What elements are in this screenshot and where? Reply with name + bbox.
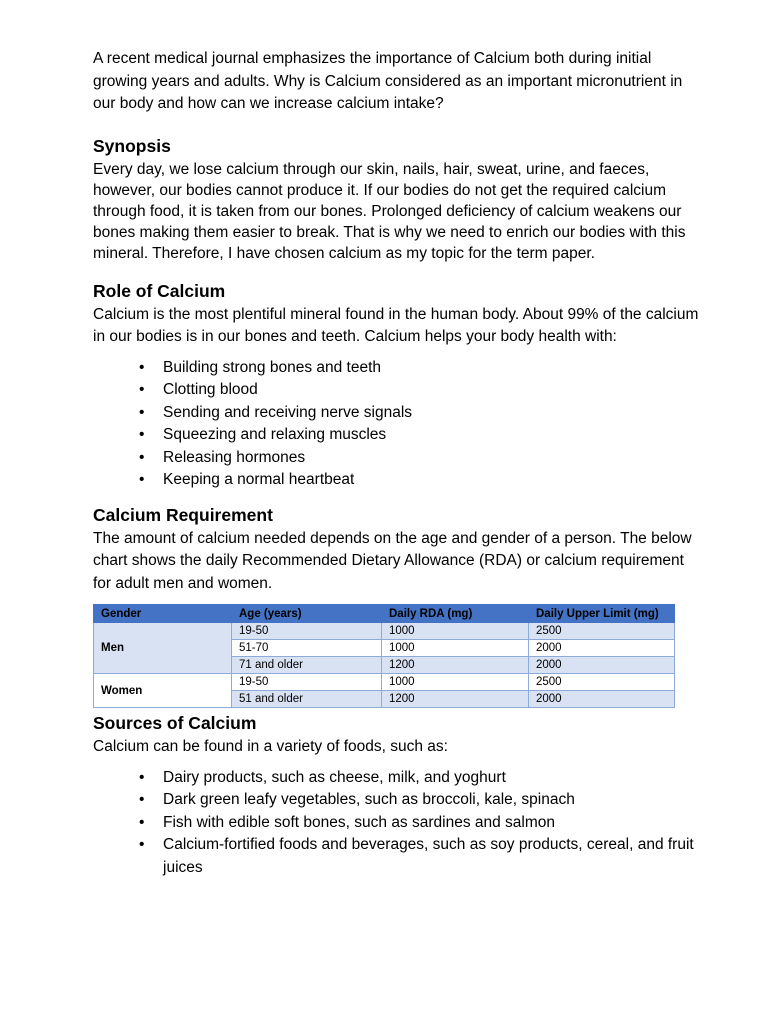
- bullet-icon: •: [139, 768, 145, 786]
- table-row: 51-70 1000 2000: [94, 640, 675, 657]
- role-paragraph: Calcium is the most plentiful mineral found in the human body. About 99% of the calcium in our bodies is in our bones and teeth. Calcium helps your body health with:: [93, 305, 699, 345]
- sources-paragraph: Calcium can be found in a variety of foods, such as:: [93, 738, 448, 755]
- bullet-icon: •: [139, 836, 145, 853]
- bullet-icon: •: [139, 791, 145, 808]
- group-women: Women: [94, 674, 232, 708]
- document-page: [93, 48, 699, 879]
- list-item: • Releasing hormones: [93, 447, 699, 470]
- bullet-icon: •: [139, 471, 145, 488]
- table-row: Men 19-50 1000 2500: [94, 623, 675, 640]
- table-row: Women 19-50 1000 2500: [94, 674, 675, 691]
- role-list: [93, 357, 699, 492]
- list-item: • Sending and receiving nerve signals: [93, 402, 699, 425]
- bullet-icon: •: [139, 813, 145, 831]
- header-upper-limit: Daily Upper Limit (mg): [529, 605, 675, 623]
- list-item: • Keeping a normal heartbeat: [93, 469, 699, 492]
- role-heading: Role of Calcium: [93, 280, 226, 301]
- requirement-paragraph: The amount of calcium needed depends on the age and gender of a person. The below chart shows the daily Recommended Dietary Allowance (RDA) or calcium requirement for adult men and women.: [93, 529, 692, 592]
- list-item: • Squeezing and relaxing muscles: [93, 424, 699, 447]
- list-item: • Dairy products, such as cheese, milk, and yoghurt: [93, 767, 699, 790]
- calcium-rda-table: [93, 604, 675, 708]
- list-item: • Fish with edible soft bones, such as sardines and salmon: [93, 812, 699, 835]
- header-rda: Daily RDA (mg): [382, 605, 529, 623]
- list-item: • Dark green leafy vegetables, such as broccoli, kale, spinach: [93, 789, 699, 812]
- bullet-icon: •: [139, 358, 145, 376]
- list-item: • Building strong bones and teeth: [93, 357, 699, 380]
- sources-heading: Sources of Calcium: [93, 713, 257, 733]
- list-item: • Clotting blood: [93, 379, 699, 402]
- bullet-icon: •: [139, 448, 145, 466]
- table-row: 51 and older 1200 2000: [94, 691, 675, 708]
- requirement-heading: Calcium Requirement: [93, 504, 273, 525]
- bullet-icon: •: [139, 403, 145, 421]
- sources-list: [93, 767, 699, 880]
- intro-paragraph: A recent medical journal emphasizes the importance of Calcium both during initial growing years and adults. Why is Calcium considered as an important micronutrient in our body and how can we increase calcium intake?: [93, 50, 683, 112]
- header-gender: Gender: [94, 605, 232, 623]
- group-men: Men: [94, 623, 232, 674]
- synopsis-paragraph: Every day, we lose calcium through our skin, nails, hair, sweat, urine, and faeces, however, our bodies cannot produce it. If our bodies do not get the required calcium through food, it is taken from our bones. Prolonged deficiency of calcium weakens our bones making them easier to break. That is why we need to enrich our bodies with this mineral. Therefore, I have chosen calcium as my topic for the term paper.: [93, 160, 686, 262]
- table-header-row: [94, 605, 675, 623]
- list-item: • Calcium-fortified foods and beverages, such as soy products, cereal, and fruit juices: [139, 836, 694, 876]
- bullet-icon: •: [139, 426, 145, 443]
- header-age: Age (years): [232, 605, 382, 623]
- bullet-icon: •: [139, 381, 145, 398]
- table-row: 71 and older 1200 2000: [94, 657, 675, 674]
- synopsis-heading: Synopsis: [93, 135, 171, 156]
